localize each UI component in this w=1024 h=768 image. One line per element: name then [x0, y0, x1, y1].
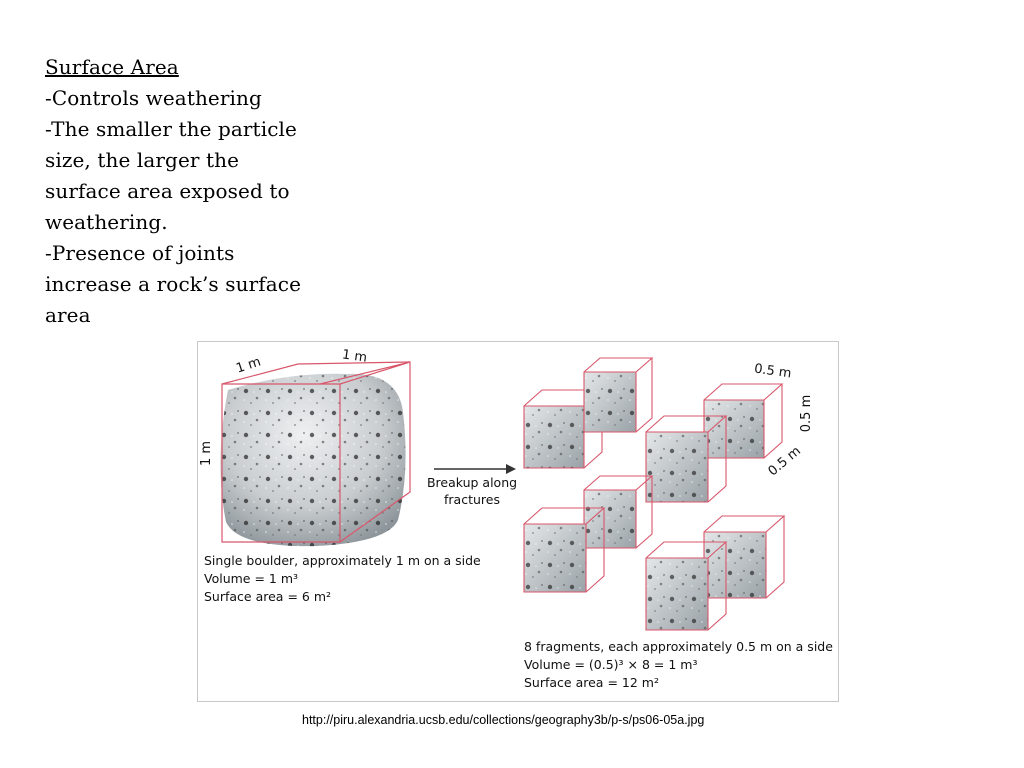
fragments-caption-line-2: Volume = (0.5)³ × 8 = 1 m³ — [524, 657, 698, 672]
text-line-8: area — [45, 303, 91, 327]
text-line-1: -Controls weathering — [45, 86, 262, 110]
text-line-5: weathering. — [45, 210, 168, 234]
source-url: http://piru.alexandria.ucsb.edu/collections/geography3b/p-s/ps06-05a.jpg — [302, 713, 705, 727]
weathering-figure — [197, 341, 839, 702]
dim-label-top-right: 1 m — [341, 347, 368, 366]
fragments-caption-line-3: Surface area = 12 m² — [524, 675, 659, 690]
slide-heading: Surface Area — [45, 55, 179, 79]
fragments-illustration — [524, 358, 784, 630]
text-line-3: size, the larger the — [45, 148, 240, 172]
boulder-caption — [204, 552, 481, 606]
arrow-label — [426, 474, 518, 508]
boulder-caption-line-2: Volume = 1 m³ — [204, 571, 299, 586]
boulder-caption-line-1: Single boulder, approximately 1 m on a side — [204, 553, 481, 568]
dim-label-top-left: 1 m — [234, 354, 263, 377]
dim-label-fragment-depth: 0.5 m — [765, 443, 804, 480]
text-line-7: increase a rock’s surface — [45, 272, 302, 296]
text-line-4: surface area exposed to — [45, 179, 290, 203]
slide-text — [45, 52, 355, 331]
dim-label-side: 1 m — [199, 440, 215, 467]
fragments-caption — [524, 638, 833, 692]
text-line-2: -The smaller the particle — [45, 117, 297, 141]
arrow-label-line-2: fractures — [444, 492, 500, 507]
dim-label-fragment-side: 0.5 m — [799, 394, 815, 433]
dim-label-fragment-top: 0.5 m — [753, 361, 793, 382]
text-line-6: -Presence of joints — [45, 241, 235, 265]
fragments-caption-line-1: 8 fragments, each approximately 0.5 m on a side — [524, 639, 833, 654]
boulder-caption-line-3: Surface area = 6 m² — [204, 589, 332, 604]
boulder-illustration — [220, 362, 410, 546]
arrow-label-line-1: Breakup along — [426, 475, 518, 490]
